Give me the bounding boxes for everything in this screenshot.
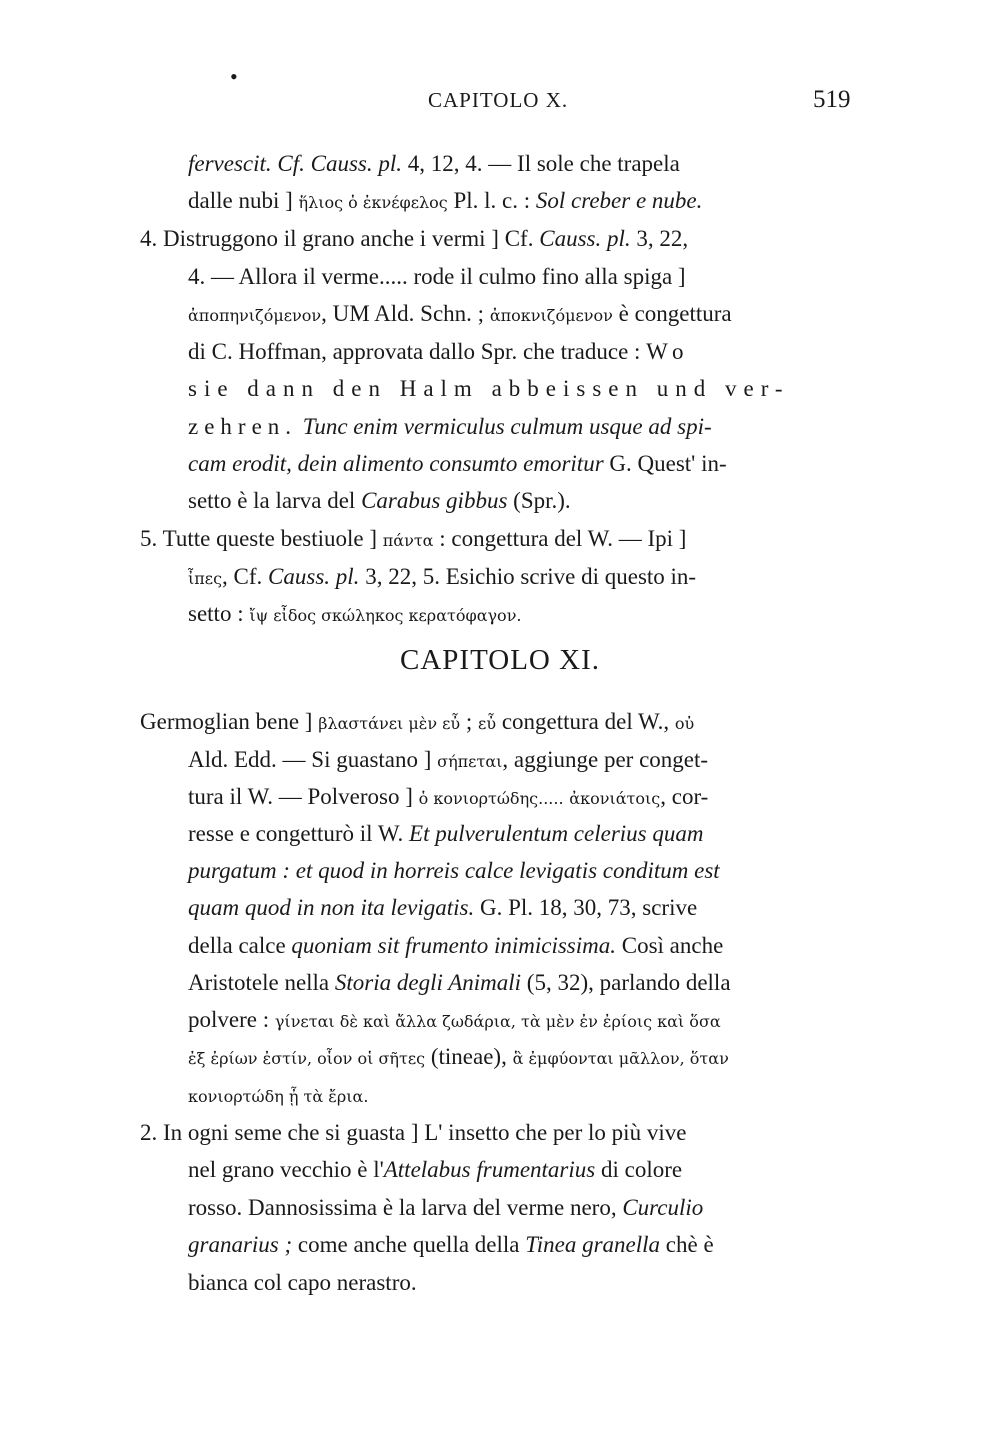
text-line: nel grano vecchio è l'Attelabus frumentarius di colore xyxy=(188,1157,683,1182)
text-line: cam erodit, dein alimento consumto emoritur G. Quest' in- xyxy=(188,451,727,476)
text-line: ἶπες, Cf. Causs. pl. 3, 22, 5. Esichio scrive di questo in- xyxy=(188,564,697,589)
text-line: purgatum : et quod in horreis calce levigatis conditum est xyxy=(188,858,720,883)
text-line: resse e congetturò il W. Et pulverulentum celerius quam xyxy=(188,821,704,846)
text-line: 5. Tutte queste bestiuole ] πάντα : congettura del W. — Ipi ] xyxy=(140,526,687,551)
text-line: 4. Distruggono il grano anche i vermi ] Cf. Causs. pl. 3, 22, xyxy=(140,226,689,251)
text-line: tura il W. — Polveroso ] ὁ κονιορτώδης..... ἀκονιάτοις, cor- xyxy=(188,784,709,809)
text-line: setto : ἴψ εἶδος σκώληκος κερατόφαγον. xyxy=(188,601,522,626)
text-line: Aristotele nella Storia degli Animali (5, 32), parlando della xyxy=(188,970,731,995)
text-line: ἀποπηνιζόμενον, UM Ald. Schn. ; ἀποκνιζόμενον è congettura xyxy=(188,301,732,326)
text-line: zehren. Tunc enim vermiculus culmum usque ad spi- xyxy=(188,414,712,439)
page-number: 519 xyxy=(813,86,851,113)
text-line: sie dann den Halm abbeissen und ver- xyxy=(188,376,790,401)
text-line: setto è la larva del Carabus gibbus (Spr.). xyxy=(188,488,571,513)
text-line: 4. — Allora il verme..... rode il culmo fino alla spiga ] xyxy=(188,264,686,289)
speck-mark: • xyxy=(230,64,238,89)
text-line: Ald. Edd. — Si guastano ] σήπεται, aggiunge per conget- xyxy=(188,747,709,772)
text-line: 2. In ogni seme che si guasta ] L' insetto che per lo più vive xyxy=(140,1120,687,1145)
text-line: bianca col capo nerastro. xyxy=(188,1270,417,1295)
text-line: rosso. Dannosissima è la larva del verme nero, Curculio xyxy=(188,1195,704,1220)
text-line: di C. Hoffman, approvata dallo Spr. che traduce : Wo xyxy=(188,339,690,364)
text-line: della calce quoniam sit frumento inimicissima. Così anche xyxy=(188,933,724,958)
text-line: ἐξ ἐρίων ἐστίν, οἷον οἱ σῆτες (tineae), ἃ ἐμφύονται μᾶλλον, ὅταν xyxy=(188,1044,729,1069)
running-head: CAPITOLO X. xyxy=(428,88,569,112)
text-line: polvere : γίνεται δὲ καὶ ἄλλα ζωδάρια, τὰ μὲν ἐν ἐρίοις καὶ ὅσα xyxy=(188,1007,721,1032)
text-line: κονιορτώδη ᾖ τὰ ἔρια. xyxy=(188,1087,369,1106)
chapter-heading: CAPITOLO XI. xyxy=(400,644,600,676)
text-line: quam quod in non ita levigatis. G. Pl. 18, 30, 73, scrive xyxy=(188,895,698,920)
text-line: granarius ; come anche quella della Tinea granella chè è xyxy=(188,1232,714,1257)
text-line: dalle nubi ] ἥλιος ὁ ἐκνέφελος Pl. l. c. : Sol creber e nube. xyxy=(188,188,703,213)
text-line: fervescit. Cf. Causs. pl. 4, 12, 4. — Il sole che trapela xyxy=(188,151,680,176)
text-line: Germoglian bene ] βλαστάνει μὲν εὖ ; εὖ congettura del W., οὐ xyxy=(140,709,695,734)
